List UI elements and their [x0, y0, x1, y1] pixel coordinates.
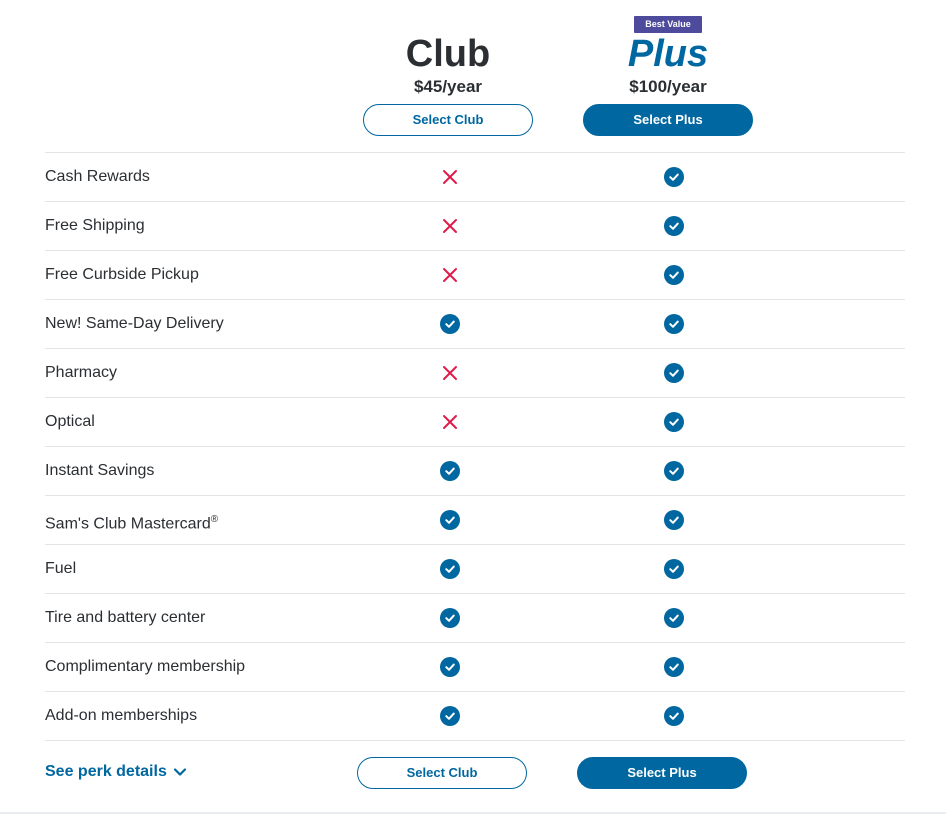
check-icon — [664, 265, 684, 285]
plus-cell — [664, 510, 684, 530]
best-value-badge: Best Value — [634, 16, 702, 33]
x-icon — [440, 167, 460, 187]
see-perk-details-link[interactable] — [45, 763, 187, 781]
perk-label: Free Curbside Pickup — [45, 266, 199, 283]
club-cell — [440, 461, 460, 481]
chevron-down-icon — [173, 765, 187, 779]
perk-label: Cash Rewards — [45, 168, 150, 185]
table-row — [45, 251, 905, 300]
check-icon — [664, 706, 684, 726]
plus-cell — [664, 363, 684, 383]
table-row — [45, 545, 905, 594]
check-icon — [664, 559, 684, 579]
check-icon — [440, 314, 460, 334]
perk-label: Pharmacy — [45, 364, 118, 381]
perk-label: Free Shipping — [45, 217, 145, 234]
check-icon — [440, 510, 460, 530]
check-icon — [664, 363, 684, 383]
check-icon — [664, 412, 684, 432]
table-row — [45, 349, 905, 398]
perk-link-label: See perk details — [45, 763, 167, 780]
perk-label: New! Same-Day Delivery — [45, 315, 224, 332]
plus-cell — [664, 412, 684, 432]
check-icon — [664, 314, 684, 334]
plus-cell — [664, 559, 684, 579]
club-cell — [440, 706, 460, 726]
club-cell — [440, 559, 460, 579]
club-cell — [440, 363, 460, 383]
select-club-button-bottom[interactable]: Select Club — [357, 757, 527, 789]
plus-cell — [664, 657, 684, 677]
select-plus-button-top[interactable]: Select Plus — [583, 104, 753, 136]
table-row — [45, 202, 905, 251]
perk-label: Fuel — [45, 560, 77, 577]
table-row — [45, 153, 905, 202]
check-icon — [664, 216, 684, 236]
perk-label: Complimentary membership — [45, 658, 246, 675]
table-row — [45, 300, 905, 349]
table-row — [45, 447, 905, 496]
perk-label: Instant Savings — [45, 462, 155, 479]
check-icon — [664, 510, 684, 530]
plus-cell — [664, 167, 684, 187]
check-icon — [664, 608, 684, 628]
check-icon — [440, 657, 460, 677]
plus-cell — [664, 314, 684, 334]
x-icon — [440, 412, 460, 432]
x-icon — [440, 363, 460, 383]
check-icon — [440, 706, 460, 726]
perk-label: Tire and battery center — [45, 609, 206, 626]
table-row — [45, 496, 905, 545]
x-icon — [440, 216, 460, 236]
club-cell — [440, 412, 460, 432]
perk-label: Optical — [45, 413, 95, 430]
perk-label: Sam's Club Mastercard® — [45, 514, 219, 533]
plus-price: $100/year — [629, 77, 707, 96]
club-cell — [440, 167, 460, 187]
club-price: $45/year — [413, 77, 483, 96]
club-cell — [440, 657, 460, 677]
plus-tier-title: Plus — [627, 33, 709, 75]
bottom-divider — [0, 812, 946, 814]
club-cell — [440, 216, 460, 236]
plus-cell — [664, 706, 684, 726]
x-icon — [440, 265, 460, 285]
check-icon — [664, 657, 684, 677]
club-cell — [440, 314, 460, 334]
check-icon — [440, 559, 460, 579]
club-cell — [440, 265, 460, 285]
plus-cell — [664, 608, 684, 628]
select-club-button-top[interactable]: Select Club — [363, 104, 533, 136]
comparison-table — [45, 152, 905, 741]
check-icon — [664, 167, 684, 187]
perk-label: Add-on memberships — [45, 707, 198, 724]
table-row — [45, 643, 905, 692]
table-row — [45, 594, 905, 643]
plus-cell — [664, 461, 684, 481]
club-cell — [440, 510, 460, 530]
check-icon — [440, 461, 460, 481]
club-cell — [440, 608, 460, 628]
club-tier-title: Club — [405, 33, 491, 75]
table-row — [45, 692, 905, 741]
plus-cell — [664, 216, 684, 236]
select-plus-button-bottom[interactable]: Select Plus — [577, 757, 747, 789]
check-icon — [440, 608, 460, 628]
table-row — [45, 398, 905, 447]
check-icon — [664, 461, 684, 481]
plus-cell — [664, 265, 684, 285]
